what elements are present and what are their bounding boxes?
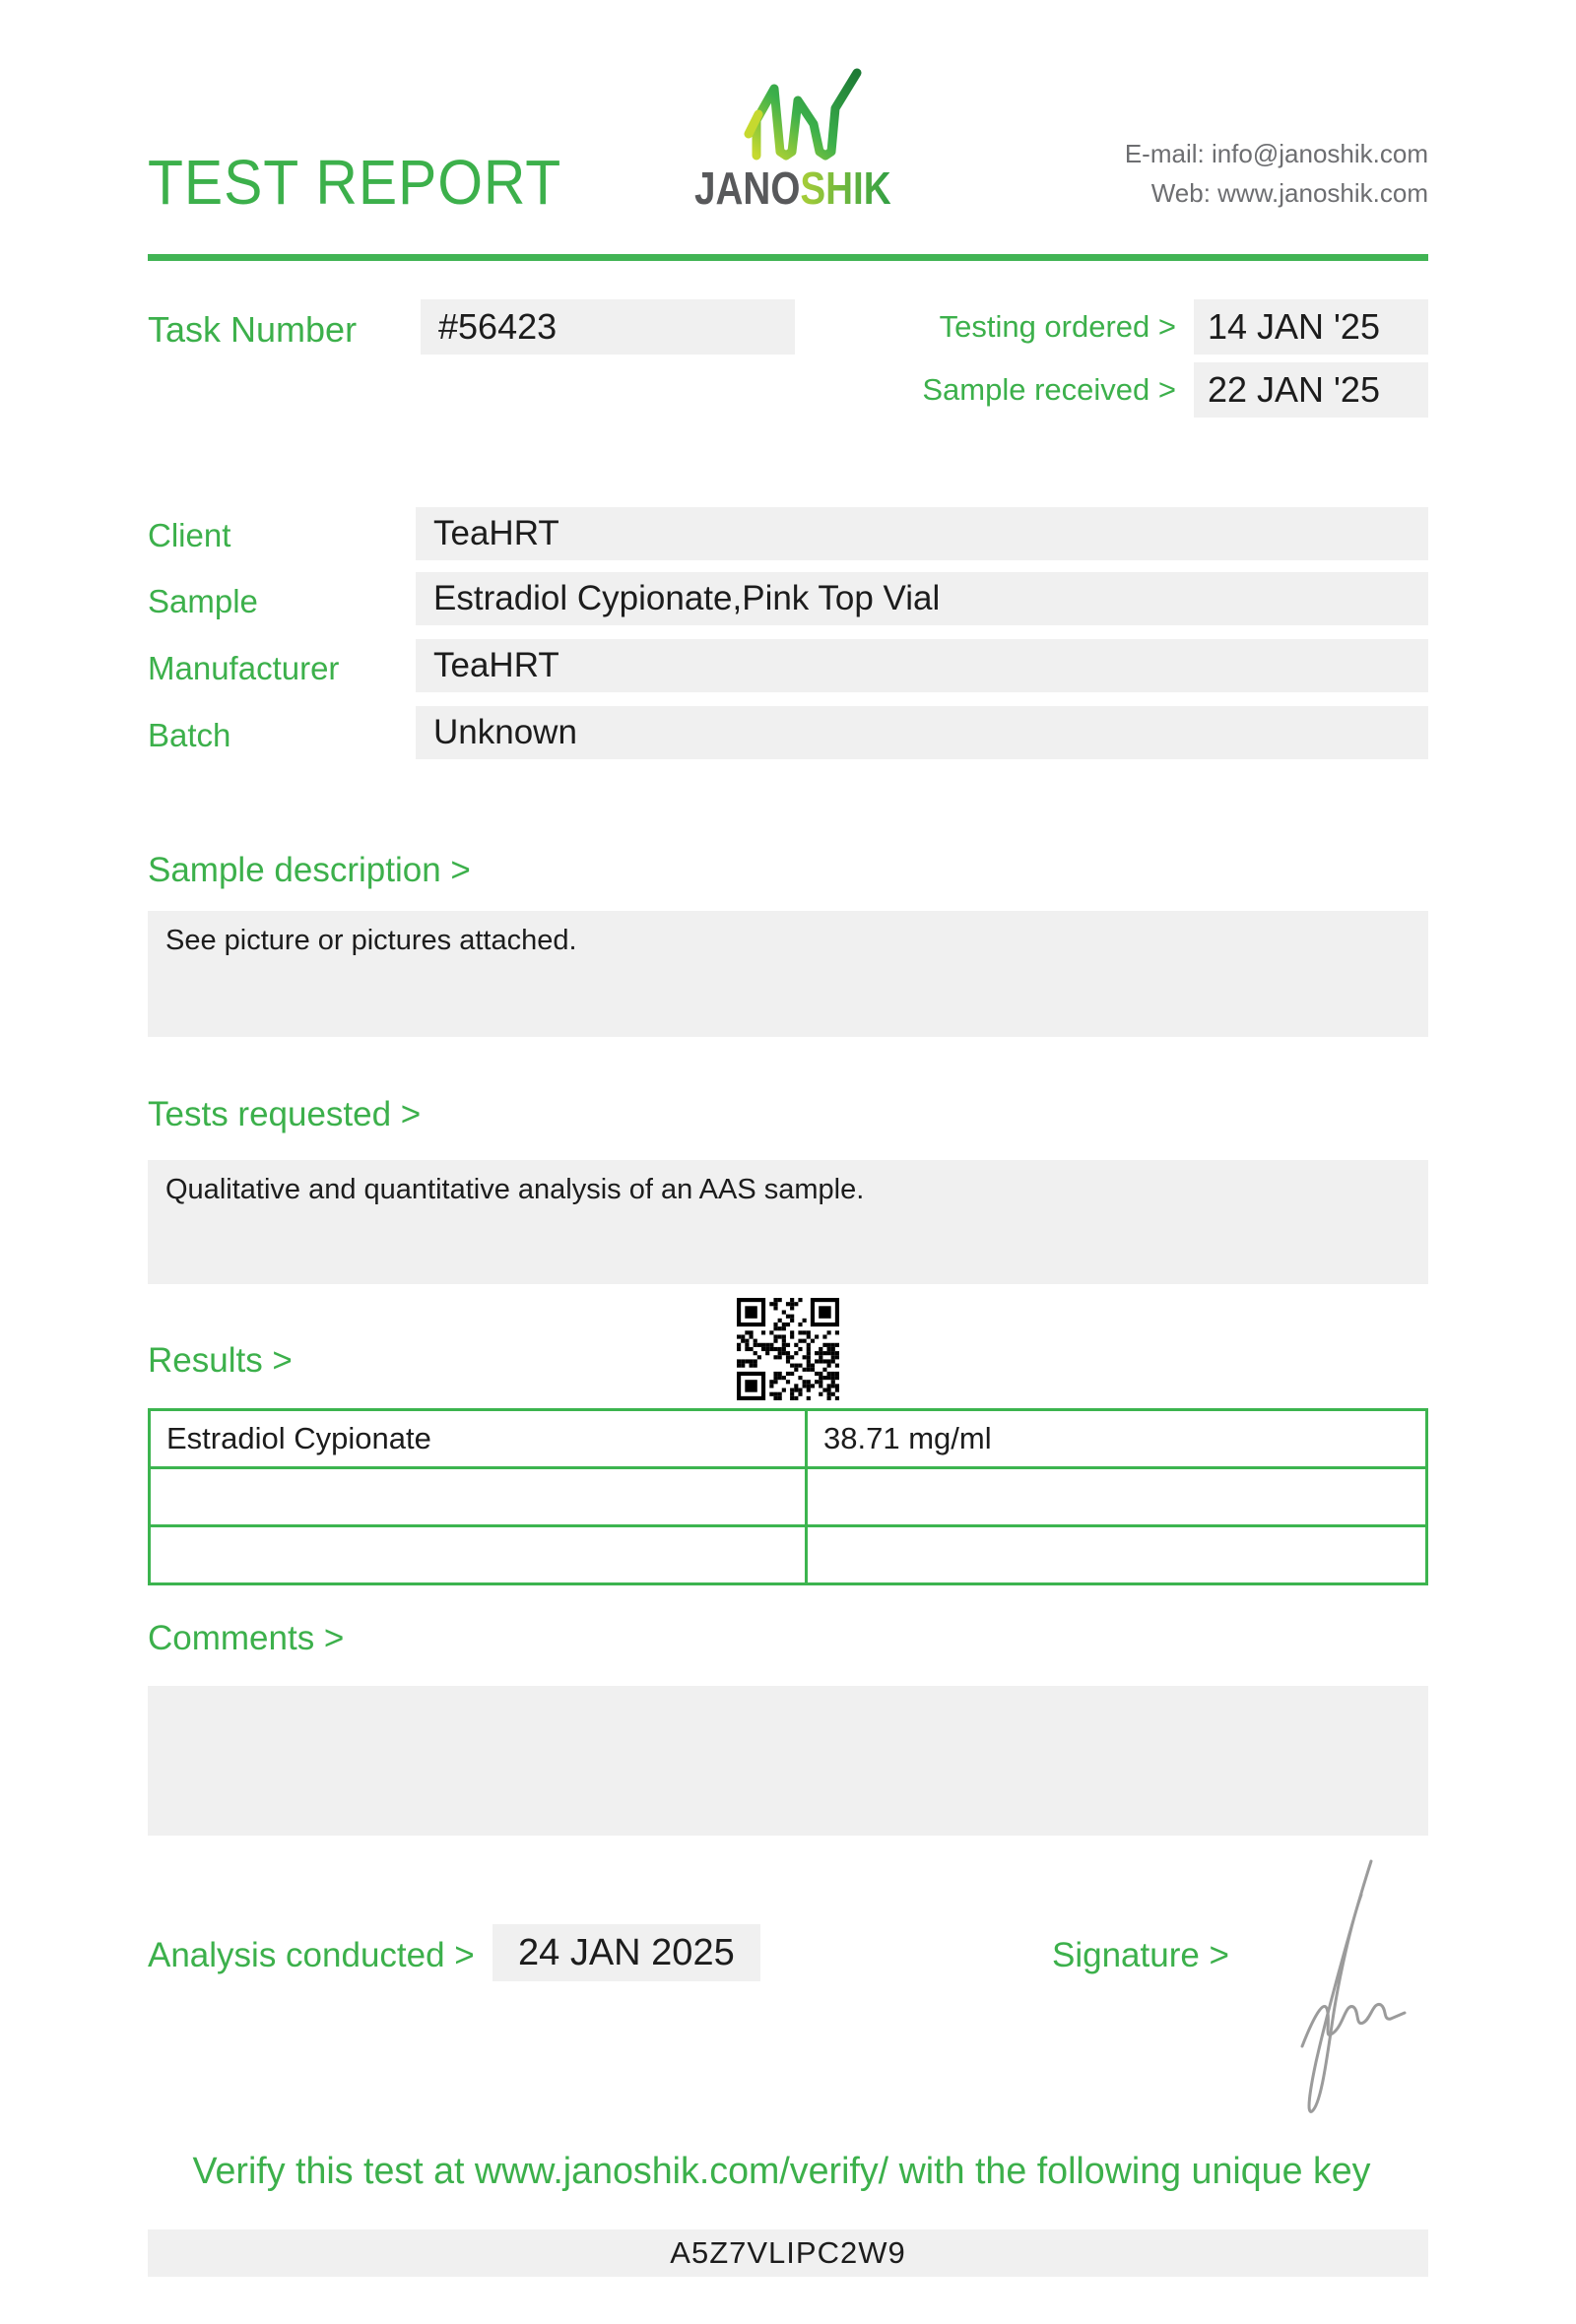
analysis-conducted-label: Analysis conducted > xyxy=(148,1936,475,1974)
page-title: TEST REPORT xyxy=(148,147,562,218)
contact-info xyxy=(1125,134,1428,214)
results-row xyxy=(150,1526,1427,1584)
sample-received-row xyxy=(922,362,1428,418)
results-row xyxy=(150,1410,1427,1468)
testing-ordered-value: 14 JAN '25 xyxy=(1194,299,1428,355)
task-number-label: Task Number xyxy=(148,309,358,350)
client-value: TeaHRT xyxy=(416,507,1428,560)
qr-code xyxy=(737,1298,839,1400)
unique-key-value: A5Z7VLIPC2W9 xyxy=(148,2229,1428,2277)
tests-requested-box: Qualitative and quantitative analysis of an AAS sample. xyxy=(148,1160,1428,1284)
batch-value: Unknown xyxy=(416,706,1428,759)
testing-ordered-row xyxy=(940,299,1428,355)
analysis-date-value: 24 JAN 2025 xyxy=(492,1924,760,1981)
sample-received-label: Sample received > xyxy=(922,372,1176,407)
comments-heading: Comments > xyxy=(148,1619,345,1657)
result-substance xyxy=(150,1468,807,1526)
logo-text-shik: SHIK xyxy=(800,162,891,214)
result-value: 38.71 mg/ml xyxy=(807,1410,1427,1468)
signature-label: Signature > xyxy=(1052,1936,1229,1974)
batch-label: Batch xyxy=(148,717,231,753)
logo-text-jano: JANO xyxy=(694,162,801,214)
verify-instruction: Verify this test at www.janoshik.com/verify/ with the following unique key xyxy=(192,2151,1371,2192)
contact-email: E-mail: info@janoshik.com xyxy=(1124,139,1428,168)
manufacturer-value: TeaHRT xyxy=(416,639,1428,692)
client-label: Client xyxy=(148,517,231,553)
growth-chart-icon xyxy=(719,65,867,163)
contact-web: Web: www.janoshik.com xyxy=(1150,178,1428,209)
result-value xyxy=(807,1468,1427,1526)
task-number-value: #56423 xyxy=(421,299,795,355)
tests-requested-heading: Tests requested > xyxy=(148,1095,422,1133)
results-row xyxy=(150,1468,1427,1526)
sample-description-heading: Sample description > xyxy=(148,851,471,889)
result-value xyxy=(807,1526,1427,1584)
results-heading: Results > xyxy=(148,1341,293,1380)
sample-label: Sample xyxy=(148,583,258,619)
result-substance xyxy=(150,1526,807,1584)
sample-description-box: See picture or pictures attached. xyxy=(148,911,1428,1037)
manufacturer-label: Manufacturer xyxy=(148,650,340,686)
janoshik-logo xyxy=(650,65,936,215)
signature-scribble xyxy=(1273,1853,1411,2139)
sample-received-value: 22 JAN '25 xyxy=(1194,362,1428,418)
comments-box xyxy=(148,1686,1428,1836)
results-table xyxy=(148,1408,1428,1585)
sample-value: Estradiol Cypionate,Pink Top Vial xyxy=(416,572,1428,625)
header-divider xyxy=(148,254,1428,261)
logo-wordmark xyxy=(694,161,891,215)
result-substance: Estradiol Cypionate xyxy=(150,1410,807,1468)
testing-ordered-label: Testing ordered > xyxy=(939,309,1176,344)
